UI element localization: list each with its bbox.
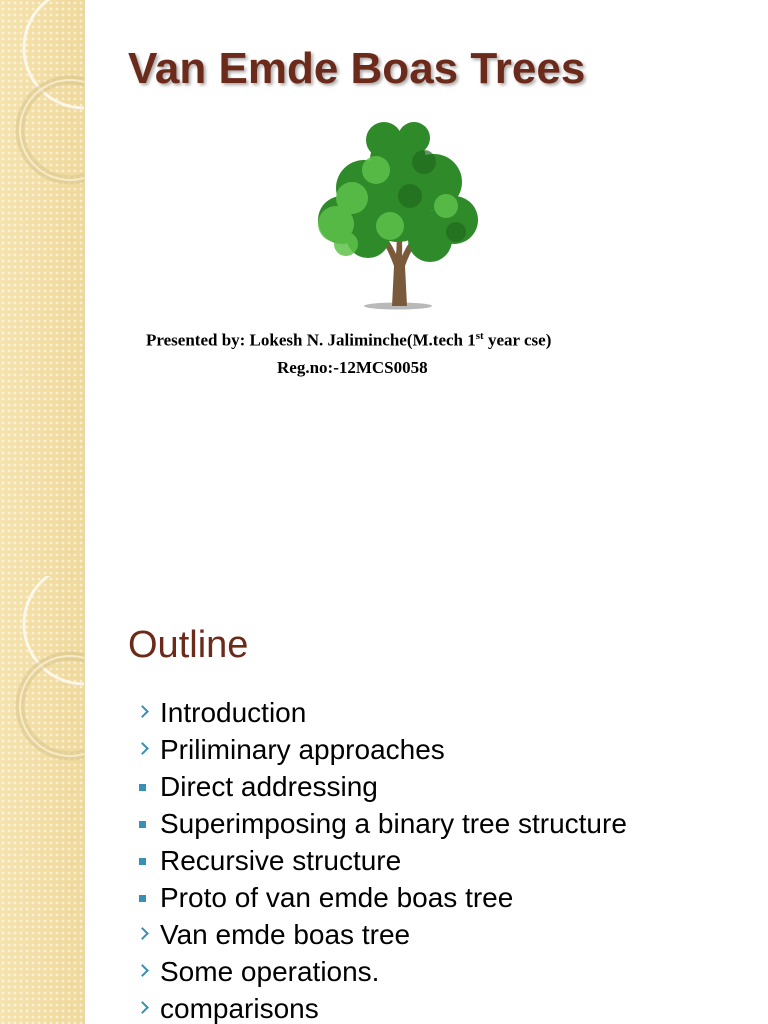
outline-item: [132, 805, 627, 842]
outline-item: [132, 731, 627, 768]
decorative-strip: [0, 576, 85, 1024]
outline-item: [132, 694, 627, 731]
outline-item: [132, 953, 627, 990]
outline-item-text: Van emde boas tree: [160, 919, 411, 950]
tree-illustration: [306, 116, 488, 312]
outline-item-text: Recursive structure: [160, 845, 402, 876]
outline-item: [132, 842, 627, 879]
outline-item-text: Priliminary approaches: [160, 734, 445, 765]
registration-number: Reg.no:-12MCS0058: [277, 358, 428, 377]
chevron-right-icon: [132, 916, 160, 953]
chevron-right-icon: [132, 990, 160, 1024]
outline-item: [132, 916, 627, 953]
square-bullet-icon: [132, 768, 160, 805]
slide-title: Van Emde Boas Trees: [128, 44, 586, 93]
square-bullet-icon: [132, 842, 160, 879]
presenter-name: Presented by: Lokesh N. Jaliminche(M.tech 1: [146, 330, 476, 350]
square-bullet-icon: [132, 805, 160, 842]
outline-item: [132, 768, 627, 805]
chevron-right-icon: [132, 694, 160, 731]
presenter-suffix: year cse): [483, 330, 552, 350]
outline-item: [132, 879, 627, 916]
outline-item: [132, 990, 627, 1024]
outline-item-text: Proto of van emde boas tree: [160, 882, 514, 913]
outline-title: Outline: [128, 624, 249, 666]
presenter-superscript: st: [475, 330, 484, 342]
ring-decoration: [0, 0, 84, 200]
outline-list: [132, 694, 627, 1024]
presenter-info: [146, 330, 551, 351]
outline-item-text: Superimposing a binary tree structure: [160, 808, 627, 839]
square-bullet-icon: [132, 879, 160, 916]
chevron-right-icon: [132, 953, 160, 990]
outline-item-text: Some operations.: [160, 956, 380, 987]
outline-item-text: Direct addressing: [160, 771, 378, 802]
outline-item-text: Introduction: [160, 697, 307, 728]
outline-item-text: comparisons: [160, 993, 319, 1024]
chevron-right-icon: [132, 731, 160, 768]
ring-decoration: [0, 576, 84, 776]
outline-slide: [0, 576, 768, 1024]
decorative-strip: [0, 0, 85, 576]
